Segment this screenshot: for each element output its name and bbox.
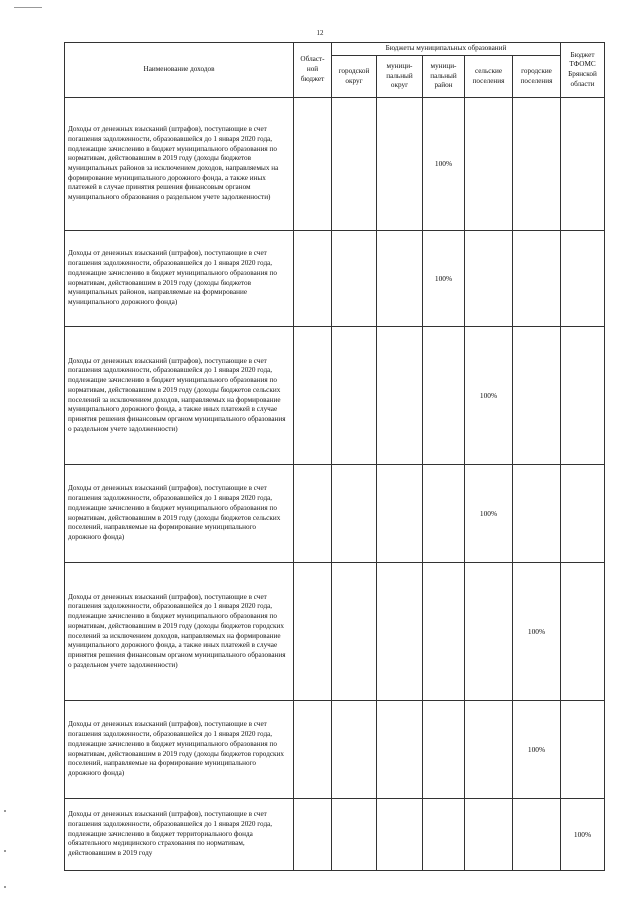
regional-value bbox=[294, 701, 332, 799]
regional-value bbox=[294, 465, 332, 563]
municipal-area-value bbox=[423, 465, 465, 563]
page-number: 12 bbox=[316, 29, 324, 37]
municipal-area-value bbox=[423, 327, 465, 465]
municipal-district-value bbox=[377, 701, 423, 799]
header-city-district: городской округ bbox=[332, 56, 377, 98]
municipal-district-value bbox=[377, 98, 423, 231]
municipal-area-value bbox=[423, 563, 465, 701]
regional-value bbox=[294, 231, 332, 327]
municipal-district-value bbox=[377, 563, 423, 701]
scan-margin-mark bbox=[4, 850, 6, 852]
table-row bbox=[65, 98, 605, 231]
regional-value bbox=[294, 563, 332, 701]
table-row bbox=[65, 563, 605, 701]
regional-value bbox=[294, 327, 332, 465]
table-row bbox=[65, 799, 605, 871]
header-municipal-budgets: Бюджеты муниципальных образований bbox=[332, 43, 561, 56]
revenue-distribution-table bbox=[64, 42, 605, 871]
urban-value bbox=[513, 327, 561, 465]
municipal-area-value bbox=[423, 799, 465, 871]
revenue-name: Доходы от денежных взысканий (штрафов), поступающие в счет погашения задолженности, образовавшейся до 1 января 2020 года, подлежащие зачислению в бюджет муниципального образования по нормативам, действовавшим в 2019 году (доходы бюджетов городских поселений за исключением доходов, направляемых на формирование муниципального дорожного фонда, а также иных платежей в случае принятия решения финансовым органом муниципального образования о раздельном учете задолженности) bbox=[65, 563, 294, 701]
header-rural-settlements: сельские поселения bbox=[465, 56, 513, 98]
urban-value: 100% bbox=[513, 563, 561, 701]
revenue-name: Доходы от денежных взысканий (штрафов), поступающие в счет погашения задолженности, образовавшейся до 1 января 2020 года, подлежащие зачислению в бюджет территориального фонда обязательного медицинского страхования по нормативам, действовавшим в 2019 году bbox=[65, 799, 294, 871]
rural-value bbox=[465, 563, 513, 701]
tfoms-value bbox=[561, 563, 605, 701]
urban-value bbox=[513, 799, 561, 871]
city-district-value bbox=[332, 327, 377, 465]
regional-value bbox=[294, 799, 332, 871]
urban-value bbox=[513, 231, 561, 327]
header-urban-settlements: городские поселения bbox=[513, 56, 561, 98]
rural-value bbox=[465, 231, 513, 327]
scan-margin-mark bbox=[4, 810, 6, 812]
header-revenue-name: Наименование доходов bbox=[65, 43, 294, 98]
tfoms-value bbox=[561, 465, 605, 563]
municipal-district-value bbox=[377, 799, 423, 871]
table-row bbox=[65, 701, 605, 799]
city-district-value bbox=[332, 701, 377, 799]
table-row bbox=[65, 465, 605, 563]
header-municipal-district: муници- пальный округ bbox=[377, 56, 423, 98]
urban-value bbox=[513, 465, 561, 563]
municipal-area-value: 100% bbox=[423, 231, 465, 327]
municipal-area-value bbox=[423, 701, 465, 799]
rural-value: 100% bbox=[465, 465, 513, 563]
table-row bbox=[65, 327, 605, 465]
header-tfoms-budget: Бюджет ТФОМС Брянской области bbox=[561, 43, 605, 98]
header-municipal-area: муници- пальный район bbox=[423, 56, 465, 98]
city-district-value bbox=[332, 98, 377, 231]
municipal-district-value bbox=[377, 327, 423, 465]
revenue-name: Доходы от денежных взысканий (штрафов), поступающие в счет погашения задолженности, образовавшейся до 1 января 2020 года, подлежащие зачислению в бюджет муниципального образования по нормативам, действовавшим в 2019 году (доходы бюджетов муниципальных районов за исключением доходов, направляемых на формирование муниципального дорожного фонда, а также иных платежей в случае принятия решения финансовым органом муниципального образования о раздельном учете задолженности) bbox=[65, 98, 294, 231]
revenue-name: Доходы от денежных взысканий (штрафов), поступающие в счет погашения задолженности, образовавшейся до 1 января 2020 года, подлежащие зачислению в бюджет муниципального образования по нормативам, действовавшим в 2019 году (доходы бюджетов сельских поселений за исключением доходов, направляемых на формирование муниципального дорожного фонда, а также иных платежей в случае принятия решения финансовым органом муниципального образования о раздельном учете задолженности) bbox=[65, 327, 294, 465]
table-row bbox=[65, 231, 605, 327]
municipal-district-value bbox=[377, 465, 423, 563]
scan-margin-mark bbox=[4, 886, 6, 888]
rural-value bbox=[465, 799, 513, 871]
rural-value bbox=[465, 701, 513, 799]
urban-value: 100% bbox=[513, 701, 561, 799]
municipal-area-value: 100% bbox=[423, 98, 465, 231]
revenue-name: Доходы от денежных взысканий (штрафов), поступающие в счет погашения задолженности, образовавшейся до 1 января 2020 года, подлежащие зачислению в бюджет муниципального образования по нормативам, действовавшим в 2019 году (доходы бюджетов городских поселений, направляемые на формирование муниципального дорожного фонда) bbox=[65, 701, 294, 799]
revenue-name: Доходы от денежных взысканий (штрафов), поступающие в счет погашения задолженности, образовавшейся до 1 января 2020 года, подлежащие зачислению в бюджет муниципального образования по нормативам, действовавшим в 2019 году (доходы бюджетов муниципальных районов, направляемые на формирование муниципального дорожного фонда) bbox=[65, 231, 294, 327]
city-district-value bbox=[332, 563, 377, 701]
tfoms-value: 100% bbox=[561, 799, 605, 871]
city-district-value bbox=[332, 799, 377, 871]
regional-value bbox=[294, 98, 332, 231]
tfoms-value bbox=[561, 231, 605, 327]
scan-corner-mark bbox=[14, 2, 42, 8]
header-regional-budget: Област- ной бюджет bbox=[294, 43, 332, 98]
tfoms-value bbox=[561, 327, 605, 465]
city-district-value bbox=[332, 465, 377, 563]
urban-value bbox=[513, 98, 561, 231]
rural-value bbox=[465, 98, 513, 231]
city-district-value bbox=[332, 231, 377, 327]
tfoms-value bbox=[561, 98, 605, 231]
municipal-district-value bbox=[377, 231, 423, 327]
revenue-name: Доходы от денежных взысканий (штрафов), поступающие в счет погашения задолженности, образовавшейся до 1 января 2020 года, подлежащие зачислению в бюджет муниципального образования по нормативам, действовавшим в 2019 году (доходы бюджетов сельских поселений, направляемые на формирование муниципального дорожного фонда) bbox=[65, 465, 294, 563]
tfoms-value bbox=[561, 701, 605, 799]
rural-value: 100% bbox=[465, 327, 513, 465]
